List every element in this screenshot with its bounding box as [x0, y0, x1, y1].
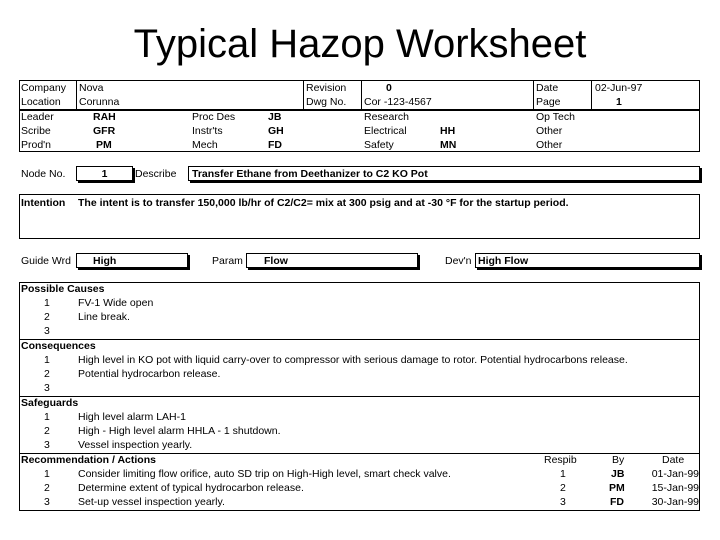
- consequence-number: 1: [44, 354, 50, 366]
- param-value: Flow: [264, 255, 288, 267]
- safeguard-number: 1: [44, 411, 50, 423]
- recommendation-date: 15-Jan-99: [651, 482, 699, 494]
- electrical-label: Electrical: [364, 125, 407, 137]
- describe-value: Transfer Ethane from Deethanizer to C2 KO Pot: [192, 168, 428, 180]
- procdes-label: Proc Des: [192, 111, 236, 123]
- page-title: Typical Hazop Worksheet: [133, 22, 587, 66]
- safeguard-text: High - High level alarm HHLA - 1 shutdown.: [78, 425, 281, 437]
- recommendation-by: FD: [610, 496, 624, 508]
- prodn-value: PM: [96, 139, 112, 151]
- divider: [19, 396, 700, 397]
- intention-label: Intention: [21, 197, 66, 209]
- divider: [19, 339, 700, 340]
- revision-value: 0: [386, 82, 392, 94]
- dev-value: High Flow: [478, 255, 529, 267]
- consequences-heading: Consequences: [21, 340, 96, 352]
- consequence-text: High level in KO pot with liquid carry-over to compressor with serious damage to rotor. Potential hydrocarbons release.: [78, 354, 628, 366]
- guide-value: High: [93, 255, 117, 267]
- page-label: Page: [536, 96, 561, 108]
- date-label: Date: [536, 82, 559, 94]
- scribe-label: Scribe: [21, 125, 51, 137]
- electrical-value: HH: [440, 125, 456, 137]
- recommendation-by: JB: [611, 468, 625, 480]
- recommendation-text: Set-up vessel inspection yearly.: [78, 496, 225, 508]
- node-label: Node No.: [21, 168, 66, 180]
- date-value: 02-Jun-97: [595, 82, 643, 94]
- recommendation-text: Consider limiting flow orifice, auto SD trip on High-High level, smart check valve.: [78, 468, 451, 480]
- instrts-value: GH: [268, 125, 284, 137]
- recommendation-text: Determine extent of typical hydrocarbon release.: [78, 482, 304, 494]
- research-label: Research: [364, 111, 409, 123]
- mech-label: Mech: [192, 139, 218, 151]
- dwg-value: Cor -123-4567: [364, 96, 432, 108]
- leader-value: RAH: [93, 111, 116, 123]
- date-column-header: Date: [662, 454, 685, 466]
- consequence-text: Potential hydrocarbon release.: [78, 368, 221, 380]
- consequence-number: 2: [44, 368, 50, 380]
- causes-heading: Possible Causes: [21, 283, 105, 295]
- recommendation-respib: 1: [560, 468, 566, 480]
- scribe-value: GFR: [93, 125, 116, 137]
- page-value: 1: [616, 96, 622, 108]
- recommendation-respib: 2: [560, 482, 566, 494]
- other1-label: Other: [536, 125, 563, 137]
- safety-label: Safety: [364, 139, 394, 151]
- intention-text: The intent is to transfer 150,000 lb/hr of C2/C2= mix at 300 psig and at -30 °F for the startup period.: [78, 197, 569, 209]
- safeguard-text: High level alarm LAH-1: [78, 411, 186, 423]
- dev-label: Dev'n: [445, 255, 472, 267]
- recommendations-heading: Recommendation / Actions: [21, 454, 156, 466]
- recommendation-date: 30-Jan-99: [651, 496, 699, 508]
- company-label: Company: [21, 82, 66, 94]
- recommendation-number: 3: [44, 496, 50, 508]
- optech-label: Op Tech: [536, 111, 575, 123]
- instrts-label: Instr'ts: [192, 125, 223, 137]
- company-value: Nova: [79, 82, 104, 94]
- cause-number: 1: [44, 297, 50, 309]
- by-column-header: By: [612, 454, 625, 466]
- respib-column-header: Respib: [544, 454, 577, 466]
- team-block: [19, 110, 700, 152]
- safety-value: MN: [440, 139, 457, 151]
- guide-label: Guide Wrd: [21, 255, 71, 267]
- recommendation-by: PM: [609, 482, 625, 494]
- cause-number: 2: [44, 311, 50, 323]
- procdes-value: JB: [268, 111, 282, 123]
- other2-label: Other: [536, 139, 563, 151]
- dwg-label: Dwg No.: [306, 96, 347, 108]
- recommendation-date: 01-Jan-99: [651, 468, 699, 480]
- cause-text: FV-1 Wide open: [78, 297, 154, 309]
- prodn-label: Prod'n: [21, 139, 52, 151]
- location-label: Location: [21, 96, 61, 108]
- describe-label: Describe: [135, 168, 177, 180]
- consequence-number: 3: [44, 382, 50, 394]
- recommendation-respib: 3: [560, 496, 566, 508]
- cause-number: 3: [44, 325, 50, 337]
- node-number-value: 1: [101, 168, 108, 180]
- safeguards-heading: Safeguards: [21, 397, 79, 409]
- leader-label: Leader: [21, 111, 54, 123]
- revision-label: Revision: [306, 82, 347, 94]
- param-label: Param: [212, 255, 243, 267]
- safeguard-number: 3: [44, 439, 50, 451]
- recommendation-number: 1: [44, 468, 50, 480]
- safeguard-number: 2: [44, 425, 50, 437]
- cause-text: Line break.: [78, 311, 130, 323]
- location-value: Corunna: [79, 96, 120, 108]
- recommendation-number: 2: [44, 482, 50, 494]
- safeguard-text: Vessel inspection yearly.: [78, 439, 193, 451]
- mech-value: FD: [268, 139, 282, 151]
